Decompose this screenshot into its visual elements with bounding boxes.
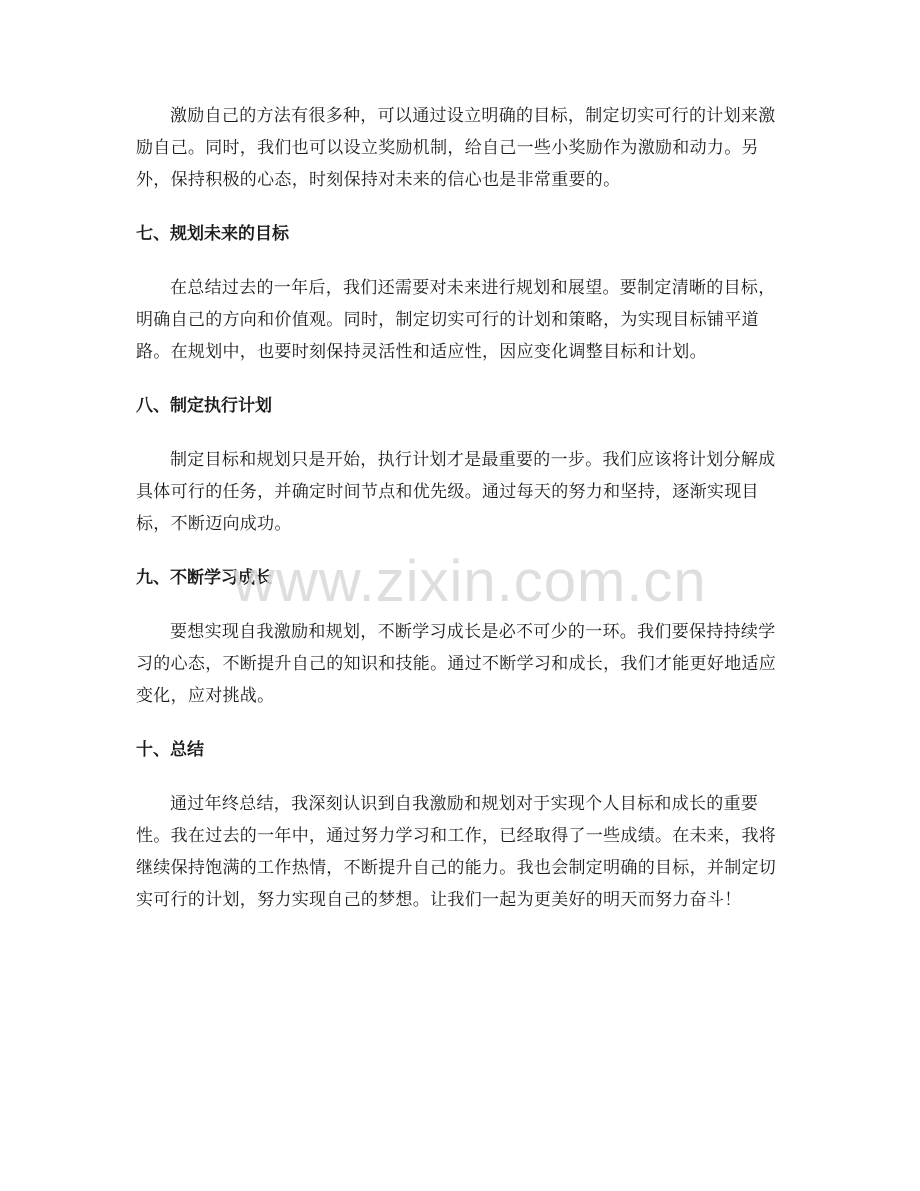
section-paragraph-8: 制定目标和规划只是开始，执行计划才是最重要的一步。我们应该将计划分解成具体可行的任务，并确定时间节点和优先级。通过每天的努力和坚持，逐渐实现目标，不断迈向成功。 bbox=[136, 450, 776, 534]
section-paragraph-10: 通过年终总结，我深刻认识到自我激励和规划对于实现个人目标和成长的重要性。我在过去的一年中，通过努力学习和工作，已经取得了一些成绩。在未来，我将继续保持饱满的工作热情，不断提升自己的能力。我也会制定明确的目标，并制定切实可行的计划，努力实现自己的梦想。让我们一起为更美好的明天而努力奋斗！ bbox=[136, 794, 777, 910]
section-paragraph-7: 在总结过去的一年后，我们还需要对未来进行规划和展望。要制定清晰的目标，明确自己的方向和价值观。同时，制定切实可行的计划和策略，为实现目标铺平道路。在规划中，也要时刻保持灵活性和适应性，因应变化调整目标和计划。 bbox=[136, 278, 776, 362]
intro-paragraph: 激励自己的方法有很多种，可以通过设立明确的目标，制定切实可行的计划来激励自己。同时，我们也可以设立奖励机制，给自己一些小奖励作为激励和动力。另外，保持积极的心态，时刻保持对未来的信心也是非常重要的。 bbox=[136, 106, 776, 190]
document-body bbox=[136, 100, 786, 916]
section-heading-10: 十、总结 bbox=[136, 740, 204, 760]
section-paragraph-9: 要想实现自我激励和规划，不断学习成长是必不可少的一环。我们要保持持续学习的心态，不断提升自己的知识和技能。通过不断学习和成长，我们才能更好地适应变化，应对挑战。 bbox=[136, 622, 777, 706]
watermark: www.zixin.com.cn bbox=[233, 549, 707, 614]
section-heading-7: 七、规划未来的目标 bbox=[136, 224, 289, 244]
section-heading-8: 八、制定执行计划 bbox=[136, 396, 272, 416]
section-heading-9: 九、不断学习成长 bbox=[136, 568, 272, 588]
